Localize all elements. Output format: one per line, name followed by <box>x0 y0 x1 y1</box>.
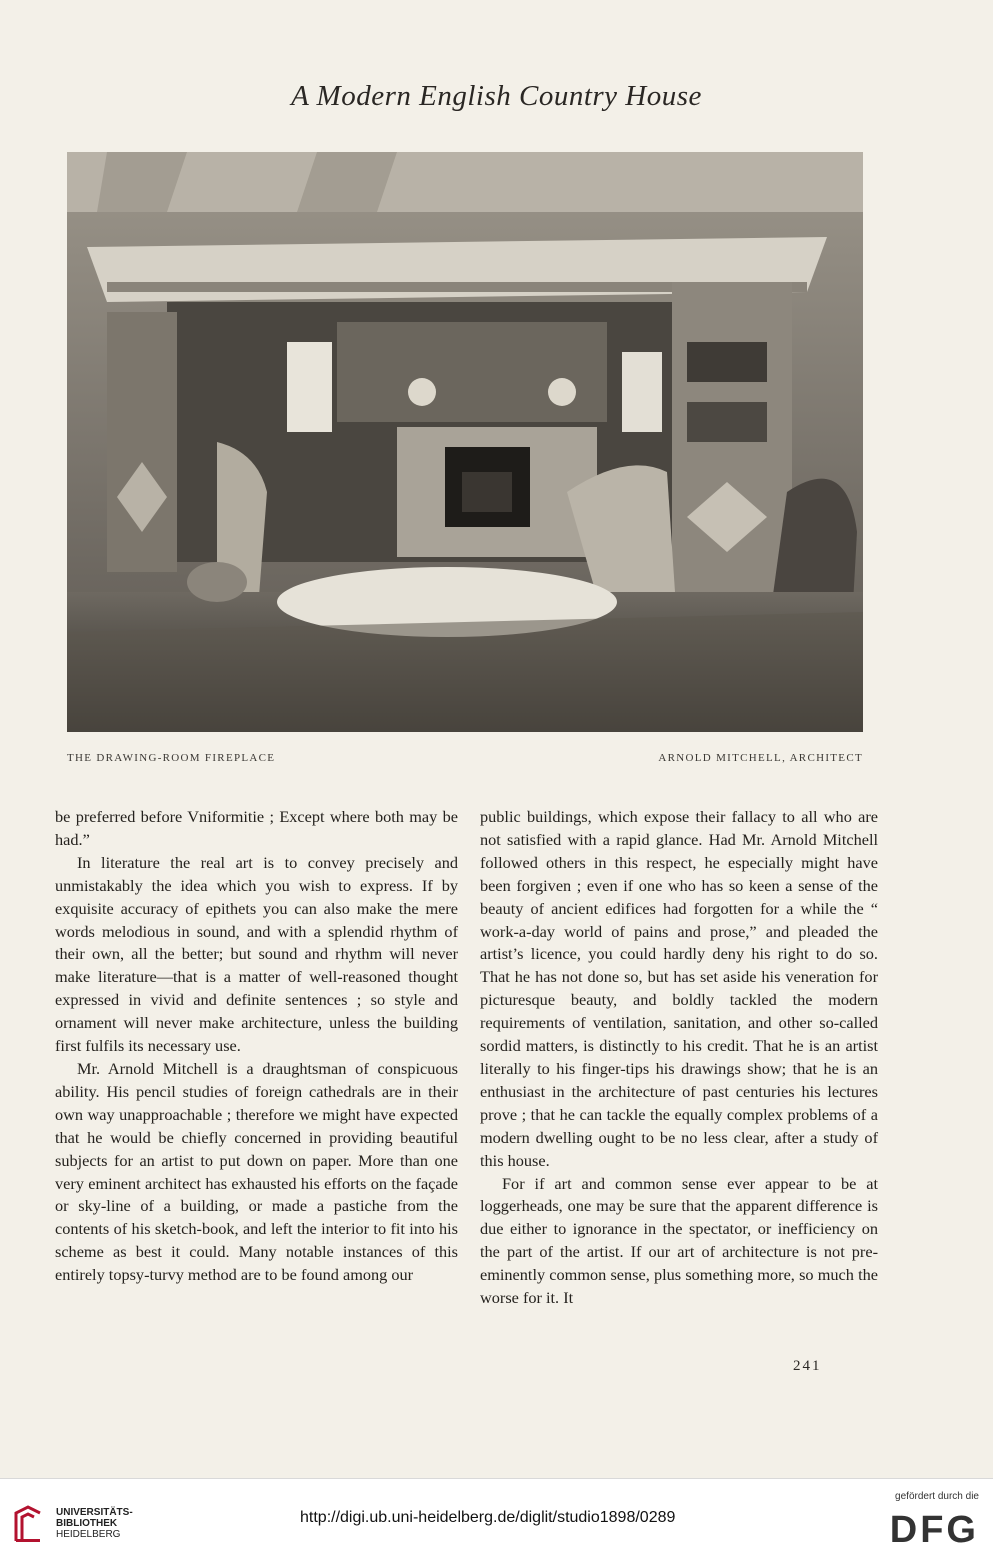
plate-caption-title: THE DRAWING-ROOM FIREPLACE <box>67 752 276 764</box>
library-line: BIBLIOTHEK <box>56 1518 118 1529</box>
plate-photograph <box>67 152 863 732</box>
library-line: HEIDELBERG <box>56 1529 121 1540</box>
paragraph: In literature the real art is to convey precisely and unmistakably the idea which you wish to express. If by exquisite accuracy of epithets you can also make the mere words melodious in sound, and with a splendid rhythm of their own, all the better; but sound and rhythm will never make literature—that is a matter of well-reasoned thought expressed in vivid and definite sentences ; so style and ornament will never make architecture, unless the building first fulfils its necessary use. <box>55 852 458 1056</box>
body-column-left <box>55 806 458 1287</box>
viewer-footer <box>0 1478 993 1562</box>
paragraph: For if art and common sense ever appear to be at loggerheads, one may be sure that the apparent difference is due either to ignorance in the spectator, or inefficiency on the part of the artist. If our art of architecture is not pre-eminently common sense, plus something more, so much the worse for it. It <box>480 1173 878 1308</box>
paragraph: Mr. Arnold Mitchell is a draughtsman of conspicuous ability. His pencil studies of foreign cathedrals are in their own way unapproachable ; therefore we might have expected that he would be chiefly concerned in providing beautiful subjects for an artist to put down on paper. More than one very eminent architect has exhausted his efforts on the façade or sky-line of a building, or made a pastiche from the contents of his sketch-book, and left the interior to fit into his scheme as best it could. Many notable instances of this entirely topsy-turvy method are to be found among our <box>55 1058 458 1285</box>
paragraph: public buildings, which expose their fallacy to all who are not satisfied with a rapid glance. Had Mr. Arnold Mitchell followed others in this respect, he especially might have been forgiven ; even if one who has so keen a sense of the beauty of ancient edifices had forgotten for a while the “ work-a-day world of pains and prose,” and pleaded the artist’s licence, you could hardly deny his right to do so. That he has not done so, but has set aside his veneration for picturesque beauty, and boldly tackled the modern requirements of ventilation, sanitation, and other so-called sordid matters, is distinctly to his credit. That he is an artist literally to his finger-tips his drawings show; that he is an enthusiast in the architecture of past centuries his lectures prove ; that he can tackle the equally complex problems of a modern dwelling ought to be no less clear, after a study of this house. <box>480 807 878 1170</box>
university-library-logo-icon <box>12 1505 44 1545</box>
dfg-logo: DFG <box>889 1509 979 1551</box>
permalink-url[interactable]: http://digi.ub.uni-heidelberg.de/diglit/studio1898/0289 <box>300 1509 676 1526</box>
fireplace-photo-illustration <box>67 152 863 732</box>
library-line: UNIVERSITÄTS- <box>56 1507 133 1518</box>
paragraph: be preferred before Vniformitie ; Except where both may be had.” <box>55 807 458 849</box>
body-column-right <box>480 806 878 1310</box>
plate-caption-credit: ARNOLD MITCHELL, ARCHITECT <box>658 752 863 764</box>
page-number: 241 <box>793 1358 822 1374</box>
running-title: A Modern English Country House <box>291 80 702 112</box>
university-library-name <box>56 1507 133 1540</box>
funding-label: gefördert durch die <box>895 1491 979 1502</box>
